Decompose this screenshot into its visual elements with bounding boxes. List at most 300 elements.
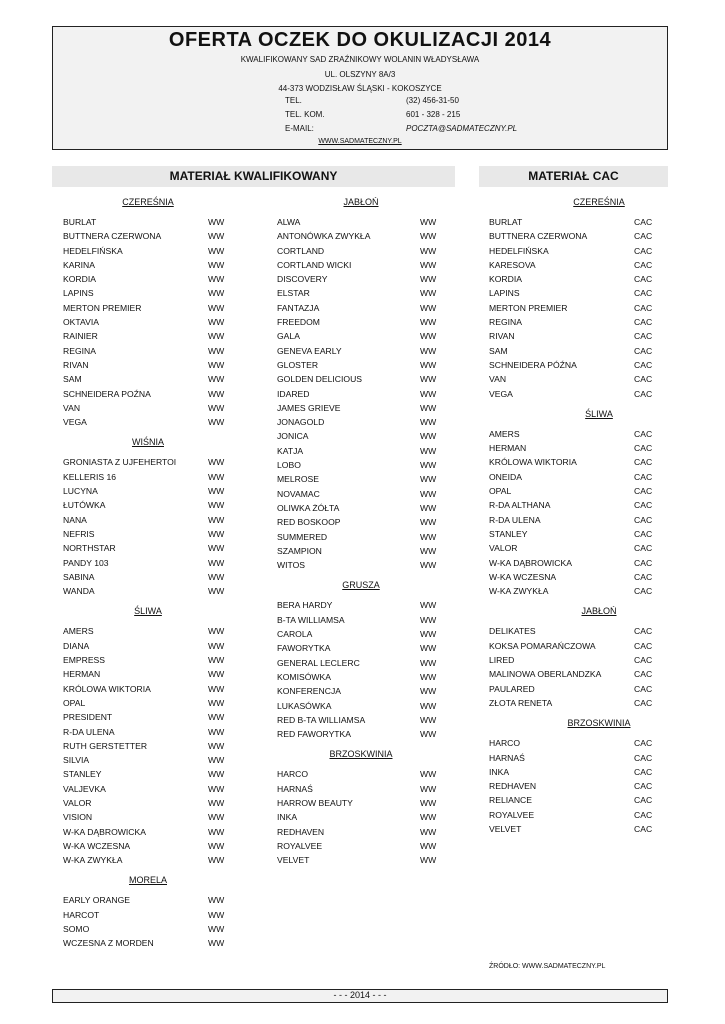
variety-name: ONEIDA — [489, 471, 522, 482]
variety-name: WCZESNA Z MORDEN — [63, 938, 154, 949]
variety-name: HARROW BEAUTY — [277, 797, 353, 808]
variety-name: KORDIA — [63, 274, 96, 285]
material-code: WW — [420, 600, 437, 611]
list-item — [489, 822, 669, 836]
list-item — [63, 639, 243, 653]
variety-name: HEDELFIŃSKA — [489, 245, 549, 256]
list-item — [277, 301, 457, 315]
material-code: WW — [208, 345, 225, 356]
material-code: WW — [208, 740, 225, 751]
list-item — [63, 498, 243, 512]
variety-name: OKTAVIA — [63, 317, 99, 328]
list-item — [277, 286, 457, 300]
variety-name: NOVAMAC — [277, 488, 320, 499]
material-code: CAC — [634, 374, 653, 385]
material-code: CAC — [634, 317, 653, 328]
list-item — [489, 556, 669, 570]
variety-name: ŁUTÓWKA — [63, 500, 106, 511]
variety-name: VALOR — [63, 797, 92, 808]
material-code: WW — [420, 531, 437, 542]
variety-name: VELVET — [277, 855, 310, 866]
variety-name: INKA — [489, 766, 510, 777]
variety-name: KATJA — [277, 445, 304, 456]
variety-name: REGINA — [489, 317, 522, 328]
list-item — [489, 751, 669, 765]
list-item — [277, 372, 457, 386]
variety-name: KONFERENCJA — [277, 686, 341, 697]
list-item — [277, 598, 457, 612]
telkom-value: 601 - 328 - 215 — [406, 110, 461, 119]
material-code: CAC — [634, 274, 653, 285]
variety-name: PANDY 103 — [63, 557, 109, 568]
list-item — [63, 696, 243, 710]
variety-name: LAPINS — [489, 288, 520, 299]
list-item — [63, 215, 243, 229]
list-item — [489, 229, 669, 243]
list-item — [489, 793, 669, 807]
material-code: WW — [208, 245, 225, 256]
list-item — [277, 699, 457, 713]
material-code: WW — [208, 457, 225, 468]
material-code: WW — [420, 812, 437, 823]
material-code: WW — [208, 895, 225, 906]
list-item — [489, 301, 669, 315]
list-item — [277, 415, 457, 429]
material-code: CAC — [634, 259, 653, 270]
list-item — [277, 501, 457, 515]
material-code: WW — [208, 471, 225, 482]
list-item — [489, 387, 669, 401]
material-code: WW — [208, 769, 225, 780]
variety-name: VISION — [63, 812, 93, 823]
list-item — [63, 922, 243, 936]
variety-name: ELSTAR — [277, 288, 310, 299]
variety-name: RIVAN — [489, 331, 515, 342]
email-value[interactable]: POCZTA@SADMATECZNY.PL — [406, 124, 518, 133]
variety-name: KRÓLOWA WIKTORIA — [63, 683, 151, 694]
list-item — [277, 244, 457, 258]
list-item — [63, 415, 243, 429]
list-item — [277, 229, 457, 243]
variety-name: MERTON PREMIER — [489, 302, 568, 313]
material-code: WW — [208, 231, 225, 242]
variety-name: BUTTNERA CZERWONA — [63, 231, 162, 242]
list-item — [277, 530, 457, 544]
variety-name: REDHAVEN — [489, 781, 537, 792]
list-item — [277, 487, 457, 501]
list-item — [277, 641, 457, 655]
material-code: CAC — [634, 795, 653, 806]
list-item — [277, 515, 457, 529]
material-code: WW — [208, 317, 225, 328]
variety-name: JAMES GRIEVE — [277, 402, 341, 413]
material-code: WW — [420, 657, 437, 668]
list-item — [63, 527, 243, 541]
list-item — [489, 667, 669, 681]
material-code: WW — [420, 769, 437, 780]
list-item — [63, 401, 243, 415]
variety-name: NORTHSTAR — [63, 543, 116, 554]
list-item — [63, 796, 243, 810]
variety-name: VALOR — [489, 543, 518, 554]
material-code: WW — [208, 486, 225, 497]
list-item — [489, 808, 669, 822]
variety-name: CAROLA — [277, 629, 313, 640]
list-item — [277, 401, 457, 415]
variety-name: GOLDEN DELICIOUS — [277, 374, 363, 385]
variety-name: FAWORYTKA — [277, 643, 331, 654]
variety-name: R-DA ULENA — [489, 514, 541, 525]
material-code: CAC — [634, 766, 653, 777]
list-item — [489, 329, 669, 343]
variety-name: KARESOVA — [489, 259, 536, 270]
material-code: WW — [420, 517, 437, 528]
list-item — [489, 470, 669, 484]
variety-name: DIANA — [63, 640, 90, 651]
variety-name: B-TA WILLIAMSA — [277, 614, 345, 625]
material-code: WW — [208, 755, 225, 766]
variety-name: RED B-TA WILLIAMSA — [277, 714, 366, 725]
variety-name: GALA — [277, 331, 300, 342]
list-item — [277, 444, 457, 458]
variety-name: BUTTNERA CZERWONA — [489, 231, 588, 242]
column-kwalifikowany-2 — [277, 193, 457, 871]
variety-name: KORDIA — [489, 274, 522, 285]
list-item — [63, 936, 243, 950]
tel-label: TEL. — [285, 96, 302, 105]
list-item — [63, 301, 243, 315]
list-item — [277, 796, 457, 810]
variety-name: RUTH GERSTETTER — [63, 740, 148, 751]
material-code: WW — [208, 557, 225, 568]
list-item — [277, 344, 457, 358]
material-code: CAC — [634, 471, 653, 482]
material-code: WW — [208, 826, 225, 837]
material-code: WW — [420, 826, 437, 837]
variety-name: CORTLAND — [277, 245, 325, 256]
variety-name: OPAL — [489, 486, 512, 497]
material-code: WW — [420, 686, 437, 697]
variety-name: BERA HARDY — [277, 600, 333, 611]
list-item — [63, 624, 243, 638]
banner-cac: MATERIAŁ CAC — [479, 166, 668, 187]
list-item — [489, 272, 669, 286]
material-code: CAC — [634, 683, 653, 694]
variety-name: SCHNEIDERA PÓŹNA — [489, 359, 577, 370]
list-item — [63, 229, 243, 243]
material-code: WW — [208, 374, 225, 385]
material-code: WW — [208, 726, 225, 737]
list-item — [277, 613, 457, 627]
list-item — [277, 329, 457, 343]
section-title: CZEREŚNIA — [573, 197, 625, 207]
variety-name: SAM — [489, 345, 508, 356]
variety-name: LUCYNA — [63, 486, 98, 497]
material-code: WW — [208, 217, 225, 227]
variety-name: JONAGOLD — [277, 417, 325, 428]
material-code: WW — [208, 302, 225, 313]
section-title: BRZOSKWINIA — [329, 749, 393, 760]
material-code: CAC — [634, 231, 653, 242]
list-item — [277, 272, 457, 286]
material-code: WW — [420, 259, 437, 270]
variety-name: SAM — [63, 374, 82, 385]
variety-name: ROYALVEE — [277, 840, 323, 851]
variety-name: ROYALVEE — [489, 809, 535, 820]
material-code: CAC — [634, 669, 653, 680]
material-code: WW — [420, 388, 437, 399]
list-item — [63, 556, 243, 570]
list-item — [277, 315, 457, 329]
variety-name: WANDA — [63, 586, 95, 597]
material-code: WW — [420, 302, 437, 313]
material-code: WW — [208, 359, 225, 370]
list-item — [63, 739, 243, 753]
list-item — [489, 484, 669, 498]
footer-year: - - - 2014 - - - — [333, 990, 387, 1000]
variety-name: CORTLAND WICKI — [277, 259, 352, 270]
list-item — [63, 584, 243, 598]
variety-name: PRESIDENT — [63, 712, 113, 723]
variety-name: REGINA — [63, 345, 96, 356]
material-code: WW — [420, 359, 437, 370]
section-title: JABŁOŃ — [581, 606, 617, 617]
variety-name: W-KA WCZESNA — [63, 840, 131, 851]
material-code: CAC — [634, 738, 653, 749]
list-item — [489, 427, 669, 441]
variety-name: BURLAT — [489, 217, 523, 227]
list-item — [63, 667, 243, 681]
address-city: 44-373 WODZISŁAW ŚLĄSKI - KOKOSZYCE — [278, 84, 442, 93]
variety-name: SZAMPION — [277, 545, 322, 556]
material-code: WW — [420, 402, 437, 413]
material-code: WW — [208, 388, 225, 399]
variety-name: SUMMERED — [277, 531, 328, 542]
list-item — [63, 541, 243, 555]
material-code: CAC — [634, 331, 653, 342]
material-code: CAC — [634, 752, 653, 763]
material-code: WW — [420, 288, 437, 299]
variety-name: WITOS — [277, 560, 306, 571]
list-item — [277, 558, 457, 572]
list-item — [489, 779, 669, 793]
list-item — [277, 358, 457, 372]
material-code: WW — [208, 683, 225, 694]
page-title: OFERTA OCZEK DO OKULIZACJI 2014 — [168, 29, 552, 51]
list-item — [63, 455, 243, 469]
material-code: CAC — [634, 457, 653, 468]
list-item — [63, 570, 243, 584]
variety-name: VALJEVKA — [63, 783, 106, 794]
variety-name: ZŁOTA RENETA — [489, 697, 553, 708]
list-item — [277, 387, 457, 401]
variety-name: JONICA — [277, 431, 309, 442]
material-code: CAC — [634, 345, 653, 356]
material-code: WW — [420, 417, 437, 428]
variety-name: LAPINS — [63, 288, 94, 299]
website-link[interactable]: WWW.SADMATECZNY.PL — [318, 138, 402, 145]
material-code: CAC — [634, 626, 653, 637]
list-item — [63, 853, 243, 867]
material-code: WW — [208, 528, 225, 539]
section-title: CZEREŚNIA — [122, 197, 174, 207]
variety-name: VAN — [63, 402, 81, 413]
variety-name: VELVET — [489, 823, 522, 834]
footer-box — [52, 989, 668, 1003]
list-item — [277, 656, 457, 670]
material-code: WW — [208, 586, 225, 597]
list-item — [63, 725, 243, 739]
material-code: WW — [208, 626, 225, 637]
list-item — [277, 458, 457, 472]
material-code: WW — [420, 797, 437, 808]
list-item — [63, 710, 243, 724]
section-title: MORELA — [128, 875, 167, 886]
list-item — [277, 627, 457, 641]
variety-name: EARLY ORANGE — [63, 895, 131, 906]
list-item — [63, 258, 243, 272]
material-code: WW — [420, 345, 437, 356]
variety-name: R-DA ULENA — [63, 726, 115, 737]
list-item — [489, 372, 669, 386]
list-item — [277, 684, 457, 698]
list-item — [63, 893, 243, 907]
variety-name: NANA — [63, 514, 87, 525]
variety-name: AMERS — [63, 626, 94, 637]
variety-name: RIVAN — [63, 359, 89, 370]
material-code: WW — [420, 855, 437, 866]
material-code: WW — [420, 729, 437, 740]
list-item — [489, 258, 669, 272]
material-code: WW — [420, 445, 437, 456]
variety-name: ALWA — [277, 217, 301, 227]
variety-name: SOMO — [63, 924, 90, 935]
variety-name: GLOSTER — [277, 359, 319, 370]
list-item — [63, 682, 243, 696]
list-item — [489, 570, 669, 584]
variety-name: MELROSE — [277, 474, 320, 485]
variety-name: GENEVA EARLY — [277, 345, 342, 356]
material-code: CAC — [634, 823, 653, 834]
list-item — [63, 753, 243, 767]
address-street: UL. OLSZYNY 8A/3 — [324, 70, 396, 79]
list-item — [489, 736, 669, 750]
material-code: CAC — [634, 486, 653, 497]
material-code: CAC — [634, 640, 653, 651]
list-item — [277, 544, 457, 558]
list-item — [63, 329, 243, 343]
variety-name: REDHAVEN — [277, 826, 325, 837]
source-note: ŹRÓDŁO: WWW.SADMATECZNY.PL — [489, 963, 606, 970]
material-code: CAC — [634, 302, 653, 313]
list-item — [277, 810, 457, 824]
variety-name: IDARED — [277, 388, 310, 399]
material-code: WW — [420, 671, 437, 682]
material-code: CAC — [634, 697, 653, 708]
variety-name: GENERAL LECLERC — [277, 657, 360, 668]
material-code: CAC — [634, 428, 653, 439]
variety-name: MERTON PREMIER — [63, 302, 142, 313]
list-item — [63, 908, 243, 922]
variety-name: SABINA — [63, 571, 95, 582]
section-title: GRUSZA — [342, 580, 380, 591]
list-item — [277, 767, 457, 781]
material-code: WW — [420, 545, 437, 556]
material-code: CAC — [634, 655, 653, 666]
variety-name: KOMISÓWKA — [277, 671, 331, 682]
material-code: WW — [208, 543, 225, 554]
material-code: WW — [208, 697, 225, 708]
variety-name: NEFRIS — [63, 528, 95, 539]
variety-name: RED FAWORYTKA — [277, 729, 352, 740]
material-code: CAC — [634, 543, 653, 554]
variety-name: W-KA DĄBROWICKA — [489, 557, 572, 568]
material-code: CAC — [634, 809, 653, 820]
list-item — [63, 653, 243, 667]
material-code: CAC — [634, 500, 653, 511]
material-code: WW — [420, 560, 437, 571]
list-item — [277, 429, 457, 443]
banner-kwalifikowany: MATERIAŁ KWALIFIKOWANY — [52, 166, 455, 187]
material-code: WW — [208, 402, 225, 413]
variety-name: RELIANCE — [489, 795, 532, 806]
list-item — [63, 767, 243, 781]
list-item — [489, 513, 669, 527]
section-title: WIŚNIA — [131, 437, 164, 448]
material-code: WW — [208, 909, 225, 920]
list-item — [277, 713, 457, 727]
material-code: WW — [208, 840, 225, 851]
variety-name: KOKSA POMARAŃCZOWA — [489, 640, 596, 651]
material-code: CAC — [634, 443, 653, 454]
variety-name: ANTONÓWKA ZWYKŁA — [277, 231, 371, 242]
list-item — [63, 286, 243, 300]
list-item — [63, 315, 243, 329]
material-code: WW — [420, 700, 437, 711]
material-code: WW — [420, 714, 437, 725]
list-item — [63, 387, 243, 401]
list-item — [489, 584, 669, 598]
list-item — [63, 839, 243, 853]
list-item — [489, 653, 669, 667]
email-label: E-MAIL: — [285, 124, 314, 133]
variety-name: HERMAN — [489, 443, 527, 454]
material-code: CAC — [634, 557, 653, 568]
material-code: WW — [208, 274, 225, 285]
list-item — [277, 825, 457, 839]
material-code: WW — [208, 655, 225, 666]
list-item — [63, 244, 243, 258]
material-code: WW — [208, 500, 225, 511]
list-item — [63, 344, 243, 358]
material-code: WW — [208, 938, 225, 949]
variety-name: DELIKATES — [489, 626, 536, 637]
material-code: WW — [420, 643, 437, 654]
list-item — [63, 484, 243, 498]
variety-name: HARCO — [489, 738, 521, 749]
variety-name: LIRED — [489, 655, 515, 666]
company-name: KWALIFIKOWANY SAD ZRAŹNIKOWY WOLANIN WŁADYSŁAWA — [240, 55, 480, 64]
material-code: CAC — [634, 245, 653, 256]
list-item — [63, 470, 243, 484]
variety-name: KELLERIS 16 — [63, 471, 117, 482]
variety-name: FREEDOM — [277, 317, 320, 328]
section-title: BRZOSKWINIA — [567, 718, 631, 729]
material-code: WW — [420, 231, 437, 242]
list-item — [489, 244, 669, 258]
variety-name: STANLEY — [489, 528, 528, 539]
list-item — [63, 810, 243, 824]
